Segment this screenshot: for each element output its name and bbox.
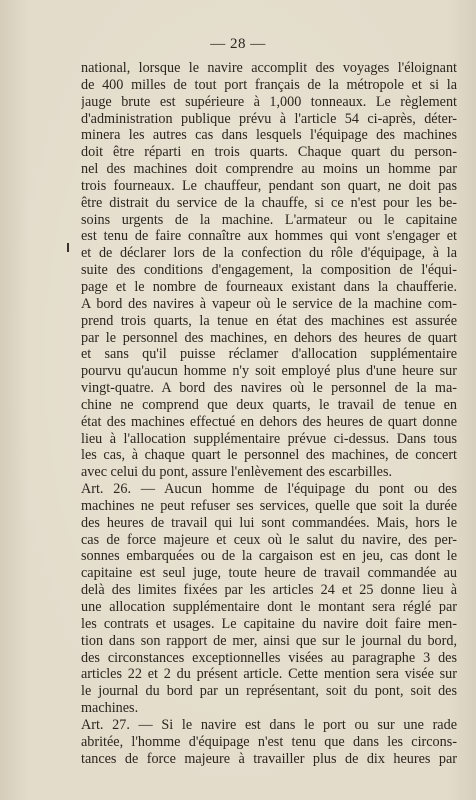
text-line: lieu à l'allocation supplémentaire prévue ci-dessus. Dans tous (81, 430, 457, 447)
margin-mark (67, 243, 69, 252)
text-line: A bord des navires à vapeur où le service de la machine com- (81, 295, 457, 312)
text-line: nel des machines doit comprendre au moins un homme par (81, 161, 457, 178)
text-line: état des machines effectué en dehors des heures de quart donne (81, 413, 457, 430)
text-line: soins urgents de la machine. L'armateur ou le capitaine (81, 211, 457, 228)
text-line: les contrats et usages. Le capitaine du navire doit faire men- (81, 615, 457, 632)
text-line: cas de force majeure et ceux où le salut du navire, des per- (81, 531, 457, 548)
page-number: — 28 — (210, 36, 266, 52)
text-line: trois fourneaux. Le chauffeur, pendant son quart, ne doit pas (81, 177, 457, 194)
text-line: et sans qu'il puisse réclamer d'allocation supplémentaire (81, 346, 457, 363)
text-line: tion dans son rapport de mer, ainsi que sur le journal du bord, (81, 632, 457, 649)
text-line: Art. 26. — Aucun homme de l'équipage du pont ou des (81, 481, 457, 498)
text-line: pourvu qu'aucun homme n'y soit employé plus d'une heure sur (81, 363, 457, 380)
text-line: de 400 milles de tout port français de la métropole et si la (81, 76, 457, 93)
text-line: machines. (81, 700, 139, 717)
text-line: vingt-quatre. A bord des navires où le personnel de la ma- (81, 380, 457, 397)
text-line: le journal du bord par un représentant, soit du pont, soit des (81, 683, 457, 700)
text-line: être distrait du service de la chauffe, si ce n'est pour les be- (81, 194, 457, 211)
text-line: sonnes embarquées ou de la cargaison est en jeu, cas dont le (81, 548, 457, 565)
text-line: page et le nombre de fourneaux existant dans la chaufferie. (81, 278, 457, 295)
text-line: machines ne peut refuser ses services, quelle que soit la durée (81, 497, 457, 514)
text-line: est tenu de faire connaître aux hommes qui vont s'engager et (81, 228, 457, 245)
text-line: national, lorsque le navire accomplit des voyages l'éloignant (81, 60, 457, 76)
text-line: minera les autres cas dans lesquels l'équipage des machines (81, 127, 457, 144)
text-line: et de déclarer lors de la confection du rôle d'équipage, à la (81, 245, 457, 262)
text-line: d'administration publique prévu à l'article 54 ci-après, déter- (81, 110, 457, 127)
text-line: les cas, à chaque quart le personnel des machines, de concert (81, 447, 457, 464)
text-line: une allocation supplémentaire dont le montant sera réglé par (81, 599, 457, 615)
text-line: jauge brute est supérieure à 1,000 tonneaux. Le règlement (81, 93, 457, 110)
text-line: tances de force majeure à travailler plus de dix heures par (81, 750, 457, 767)
text-line: chine ne comprend que deux quarts, le travail de tenue en (81, 396, 457, 413)
text-line: abritée, l'homme d'équipage n'est tenu que dans les circons- (81, 733, 457, 750)
body-text (81, 60, 457, 767)
text-line: delà des limites fixées par les articles 24 et 25 donne lieu à (81, 582, 457, 599)
text-line: des circonstances exceptionnelles visées au paragraphe 3 des (81, 649, 457, 666)
text-line: des heures de travail qui lui sont commandées. Mais, hors le (81, 514, 457, 531)
text-line: capitaine est seul juge, toute heure de travail commandée au (81, 565, 457, 582)
text-line: doit être réparti en trois quarts. Chaque quart du person- (81, 144, 457, 161)
text-line: prend trois quarts, la tenue en état des machines est assurée (81, 312, 457, 329)
text-line: articles 22 et 2 du présent article. Cette mention sera visée sur (81, 666, 457, 683)
text-line: avec celui du pont, assure l'enlèvement des escarbilles. (81, 464, 393, 481)
text-line: Art. 27. — Si le navire est dans le port ou sur une rade (81, 716, 457, 733)
text-line: suite des conditions d'engagement, la composition de l'équi- (81, 262, 457, 279)
text-line: par le personnel des machines, en dehors des heures de quart (81, 329, 457, 346)
